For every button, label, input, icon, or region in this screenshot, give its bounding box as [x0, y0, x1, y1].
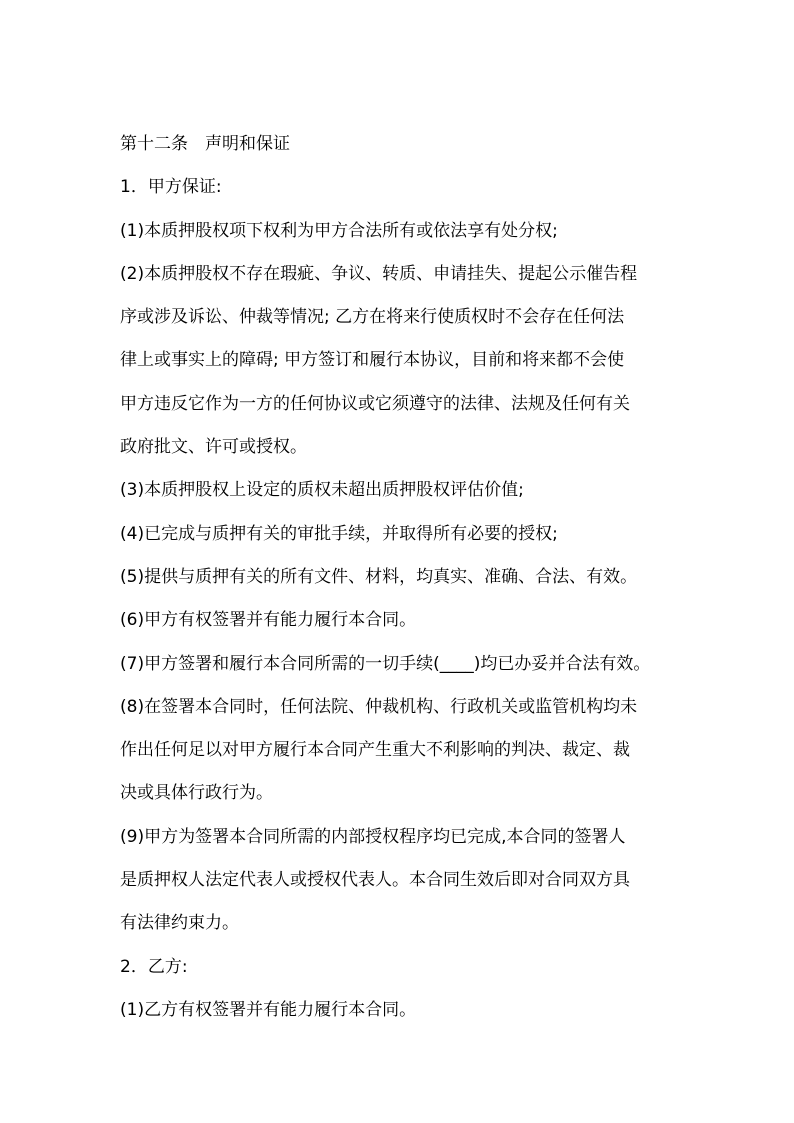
paragraph-line: 序或涉及诉讼、仲裁等情况; 乙方在将来行使质权时不会存在任何法	[120, 307, 625, 328]
paragraph-line: (8)在签署本合同时，任何法院、仲裁机构、行政机关或监管机构均未	[120, 696, 638, 717]
paragraph-line: 有法律约束力。	[120, 913, 239, 934]
paragraph-line: (5)提供与质押有关的所有文件、材料，均真实、准确、合法、有效。	[120, 566, 638, 587]
paragraph-line: (3)本质押股权上设定的质权未超出质押股权评估价值;	[120, 480, 524, 501]
paragraph-line: 政府批文、许可或授权。	[120, 437, 307, 458]
contract-text-body	[120, 130, 690, 1039]
paragraph-line: 是质押权人法定代表人或授权代表人。本合同生效后即对合同双方具	[120, 870, 630, 891]
paragraph-line: 决或具体行政行为。	[120, 783, 273, 804]
paragraph-line: 作出任何足以对甲方履行本合同产生重大不利影响的判决、裁定、裁	[120, 740, 630, 761]
paragraph-line: (6)甲方有权签署并有能力履行本合同。	[120, 610, 417, 631]
party-a-guarantee-heading: 1．甲方保证:	[120, 177, 222, 198]
party-b-heading: 2．乙方:	[120, 956, 188, 977]
paragraph-line: (7)甲方签署和履行本合同所需的一切手续(____)均已办妥并合法有效。	[120, 653, 651, 674]
paragraph-line: (9)甲方为签署本合同所需的内部授权程序均已完成,本合同的签署人	[120, 826, 626, 847]
article-heading: 第十二条 声明和保证	[120, 134, 290, 154]
paragraph-line: (4)已完成与质押有关的审批手续，并取得所有必要的授权;	[120, 523, 558, 544]
paragraph-line: (1)乙方有权签署并有能力履行本合同。	[120, 999, 417, 1020]
paragraph-line: (1)本质押股权项下权利为甲方合法所有或依法享有处分权;	[120, 220, 558, 241]
paragraph-line: (2)本质押股权不存在瑕疵、争议、转质、申请挂失、提起公示催告程	[120, 263, 638, 284]
paragraph-line: 律上或事实上的障碍; 甲方签订和履行本协议，目前和将来都不会使	[120, 350, 625, 371]
paragraph-line: 甲方违反它作为一方的任何协议或它须遵守的法律、法规及任何有关	[120, 393, 630, 414]
